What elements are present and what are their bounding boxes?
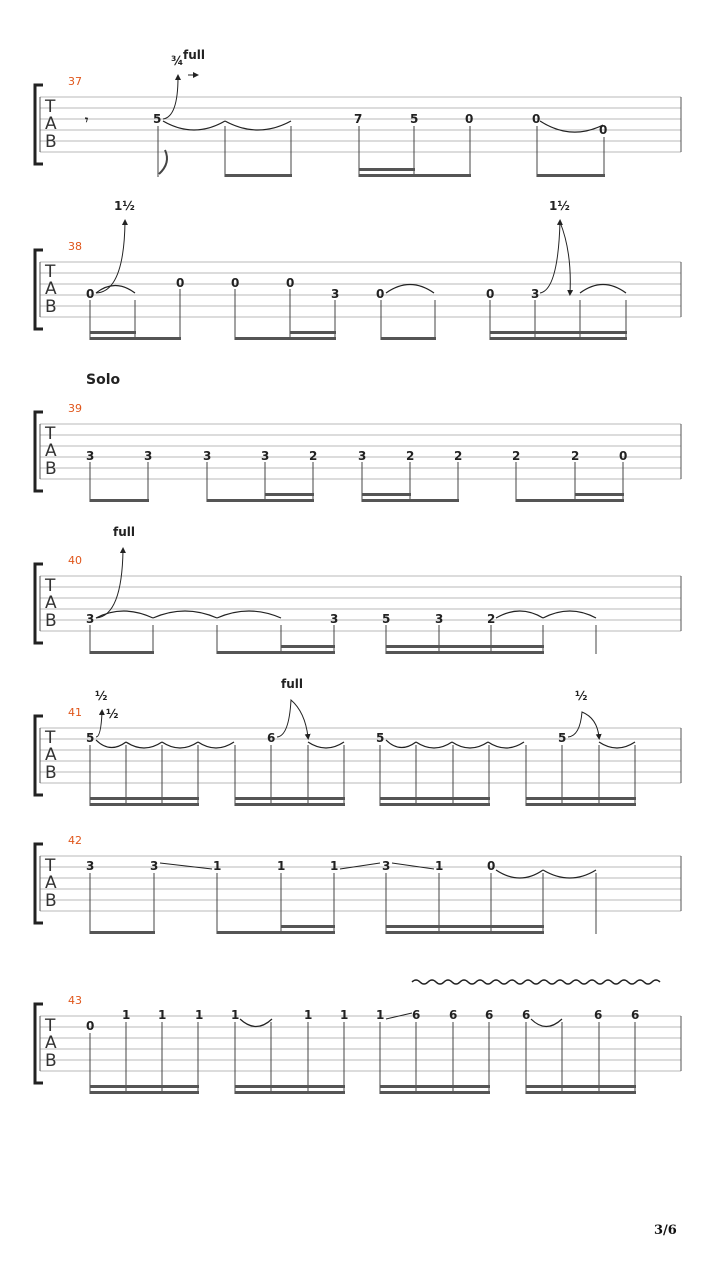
fret-number: 1 (122, 1008, 131, 1022)
fret-number: 6 (522, 1008, 531, 1022)
fret-number: 0 (486, 287, 495, 301)
measure-number: 37 (68, 75, 82, 88)
fret-number: 0 (86, 1019, 95, 1033)
beams (225, 168, 605, 177)
tab-clef-t: T (45, 262, 56, 282)
fret-number: 2 (487, 612, 496, 626)
tab-clef-a: A (45, 1033, 57, 1053)
fret-number: 0 (286, 276, 295, 290)
tab-clef-b: B (45, 611, 57, 631)
fret-number: 2 (454, 449, 463, 463)
fret-number: 0 (532, 112, 541, 126)
fret-number: 3 (86, 449, 95, 463)
beams (90, 925, 544, 934)
tab-clef-t: T (45, 424, 56, 444)
tab-system (35, 48, 681, 177)
measure-number: 40 (68, 554, 82, 567)
page-number: 3/6 (654, 1223, 677, 1238)
bend-label: ½ (575, 689, 588, 703)
fret-number: 3 (330, 612, 339, 626)
beams (90, 493, 624, 502)
tab-clef-b: B (45, 459, 57, 479)
tab-system (35, 677, 681, 806)
tab-clef-t: T (45, 856, 56, 876)
fret-number: 1 (304, 1008, 313, 1022)
tab-clef-a: A (45, 441, 57, 461)
fret-number: 5 (153, 112, 162, 126)
fret-number: 6 (412, 1008, 421, 1022)
fret-number: 2 (512, 449, 521, 463)
bend-label: full (281, 677, 303, 691)
fret-number: 1 (435, 859, 444, 873)
fret-number: 3 (150, 859, 159, 873)
staff-lines (40, 728, 681, 783)
fret-number: 1 (330, 859, 339, 873)
eighth-flag (159, 150, 167, 174)
tab-clef-a: A (45, 279, 57, 299)
tab-clef-t: T (45, 1016, 56, 1036)
fret-number: 0 (86, 287, 95, 301)
tab-clef-b: B (45, 297, 57, 317)
fret-number: 0 (619, 449, 628, 463)
staff-lines (40, 1016, 681, 1071)
beams (90, 331, 627, 340)
fret-number: 3 (203, 449, 212, 463)
fret-number: 1 (195, 1008, 204, 1022)
tab-clef-a: A (45, 114, 57, 134)
fret-number: 3 (261, 449, 270, 463)
fret-number: 5 (382, 612, 391, 626)
fret-number: 2 (571, 449, 580, 463)
measure-number: 41 (68, 706, 82, 719)
fret-number: 5 (376, 731, 385, 745)
ties (496, 870, 596, 878)
fret-number: 1 (158, 1008, 167, 1022)
stems (90, 625, 596, 654)
rest-symbol: 𝄾 (85, 113, 89, 127)
measure-number: 38 (68, 240, 82, 253)
tab-clef-b: B (45, 1051, 57, 1071)
tab-system (35, 834, 681, 934)
fret-number: 1 (277, 859, 286, 873)
fret-number: 3 (435, 612, 444, 626)
bend-label: 1½ (114, 199, 135, 213)
bend-label: ½ (106, 707, 119, 721)
tab-clef-t: T (45, 97, 56, 117)
fret-number: 3 (531, 287, 540, 301)
section-label: Solo (86, 372, 121, 388)
fret-number: 0 (599, 123, 608, 137)
fret-number: 0 (176, 276, 185, 290)
fret-number: 1 (231, 1008, 240, 1022)
beams (90, 1085, 636, 1094)
measure-number: 39 (68, 402, 82, 415)
staff-lines (40, 856, 681, 911)
fret-number: 5 (86, 731, 95, 745)
bend-label: full (183, 48, 205, 62)
stems (90, 745, 635, 806)
staff-lines (40, 576, 681, 631)
fret-number: 6 (267, 731, 276, 745)
stems (90, 873, 596, 934)
tab-clef-b: B (45, 891, 57, 911)
beams (90, 645, 544, 654)
bend-label: full (113, 525, 135, 539)
tab-clef-t: T (45, 576, 56, 596)
tab-clef-a: A (45, 745, 57, 765)
fret-number: 6 (485, 1008, 494, 1022)
bend-markings (96, 222, 570, 293)
fret-number: 0 (465, 112, 474, 126)
fret-number: 3 (382, 859, 391, 873)
stems (90, 1022, 635, 1094)
measure-number: 42 (68, 834, 82, 847)
tab-clef-b: B (45, 763, 57, 783)
bend-markings (96, 700, 599, 737)
tab-clef-b: B (45, 132, 57, 152)
fret-number: 0 (376, 287, 385, 301)
fret-number: 1 (376, 1008, 385, 1022)
fret-number: 6 (594, 1008, 603, 1022)
fret-number: 2 (309, 449, 318, 463)
beams (90, 797, 636, 806)
slides (160, 863, 434, 869)
ties (240, 1019, 562, 1027)
bend-label: 1½ (549, 199, 570, 213)
fret-number: 3 (358, 449, 367, 463)
bend-label: ¾ (171, 54, 184, 68)
tab-clef-t: T (45, 728, 56, 748)
fret-number: 0 (231, 276, 240, 290)
tab-system (35, 980, 681, 1094)
vibrato-line (412, 980, 660, 984)
fret-number: 5 (410, 112, 419, 126)
fret-number: 5 (558, 731, 567, 745)
fret-number: 2 (406, 449, 415, 463)
fret-number: 1 (340, 1008, 349, 1022)
tab-clef-a: A (45, 873, 57, 893)
fret-number: 3 (331, 287, 340, 301)
fret-number: 3 (144, 449, 153, 463)
measure-number: 43 (68, 994, 82, 1007)
fret-number: 1 (213, 859, 222, 873)
fret-number: 0 (487, 859, 496, 873)
fret-number: 3 (86, 859, 95, 873)
ties (96, 740, 635, 748)
tab-clef-a: A (45, 593, 57, 613)
fret-number: 7 (354, 112, 363, 126)
tab-system (35, 402, 681, 502)
bend-arrow (96, 550, 123, 618)
fret-number: 6 (631, 1008, 640, 1022)
fret-number: 6 (449, 1008, 458, 1022)
ties (96, 611, 596, 618)
tab-system (35, 199, 681, 340)
fret-number: 3 (86, 612, 95, 626)
bend-label: ½ (95, 689, 108, 703)
tab-system (35, 525, 681, 654)
